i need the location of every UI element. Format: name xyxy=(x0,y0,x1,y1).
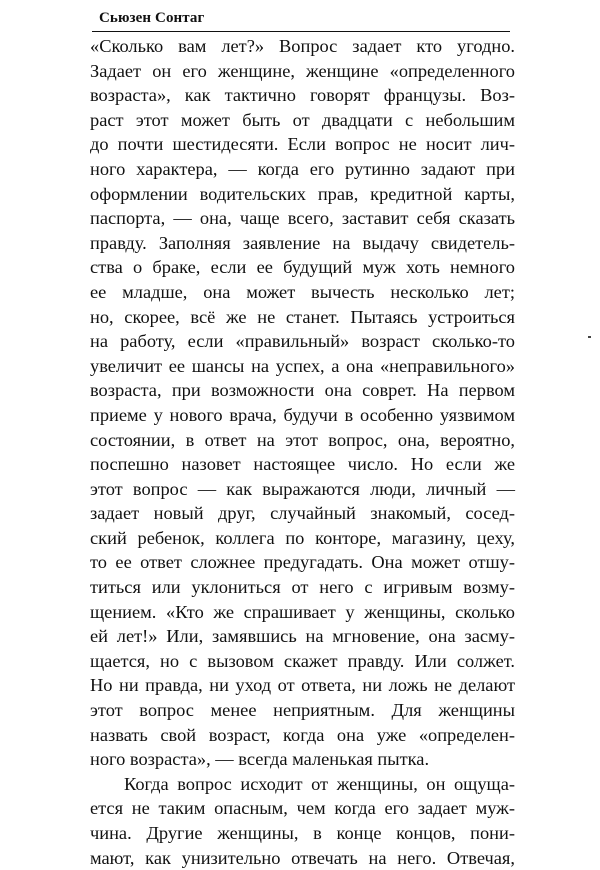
text-line: задает новый друг, случайный знакомый, сосед- xyxy=(90,503,515,524)
running-head: Сьюзен Сонтаг xyxy=(99,10,205,26)
text-line: ного характера, — когда его рутинно задают при xyxy=(90,158,515,179)
text-line: возраста», как тактично говорят французы. Воз- xyxy=(90,85,515,106)
text-line: ский ребенок, коллега по конторе, магазину, цеху, xyxy=(90,527,515,548)
text-line: ее младше, она может вычесть несколько лет; xyxy=(90,281,515,302)
text-line: правду. Заполняя заявление на выдачу свидетель- xyxy=(90,232,515,253)
text-line: но, скорее, всё же не станет. Пытаясь устроиться xyxy=(90,306,515,327)
text-line: оформлении водительских прав, кредитной карты, xyxy=(90,183,515,204)
text-line: титься или уклониться от него с игривым возму- xyxy=(90,577,515,598)
text-line: чина. Другие женщины, в конце концов, пони- xyxy=(90,823,515,843)
text-line: Задает он его женщине, женщине «определенного xyxy=(90,60,515,81)
header-rule xyxy=(92,31,510,32)
text-line: этот вопрос менее неприятным. Для женщины xyxy=(90,700,515,721)
paragraph-2 xyxy=(90,772,515,870)
text-line: приеме у нового врача, будучи в особенно уязвимом xyxy=(90,404,515,425)
text-line: состоянии, в ответ на этот вопрос, она, вероятно, xyxy=(90,429,515,450)
text-line: ства о браке, если ее будущий муж хоть немного xyxy=(90,257,515,278)
text-line: «Сколько вам лет?» Вопрос задает кто угодно. xyxy=(90,36,515,56)
text-line: ется не таким опасным, чем когда его задает муж- xyxy=(90,798,515,819)
text-line: Но ни правда, ни уход от ответа, ни ложь не делают xyxy=(90,675,515,696)
text-line: назвать свой возраст, когда она уже «определен- xyxy=(90,724,515,745)
scan-speck xyxy=(588,336,591,338)
text-line: этот вопрос — как выражаются люди, личный — xyxy=(90,478,515,499)
text-line: щается, но с вызовом скажет правду. Или солжет. xyxy=(90,650,515,671)
text-line: мают, как унизительно отвечать на него. Отвечая, xyxy=(90,847,515,868)
text-line: возраста, при возможности она соврет. На первом xyxy=(90,380,515,401)
text-line: увеличит ее шансы на успех, а она «неправильного» xyxy=(90,355,515,376)
text-line: Когда вопрос исходит от женщины, он ощуща- xyxy=(124,773,515,794)
text-line: то ее ответ сложнее предугадать. Она может отшу- xyxy=(90,552,515,573)
text-line: паспорта, — она, чаще всего, заставит себя сказать xyxy=(90,208,515,229)
text-line: поспешно назовет настоящее число. Но если же xyxy=(90,454,515,475)
text-line: раст этот может быть от двадцати с небольшим xyxy=(90,109,515,130)
body-text xyxy=(90,34,515,870)
text-line: щением. «Кто же спрашивает у женщины, сколько xyxy=(90,601,515,622)
text-line: на работу, если «правильный» возраст сколько-то xyxy=(90,331,515,352)
paragraph-1 xyxy=(90,34,515,772)
text-line: до почти шестидесяти. Если вопрос не носит лич- xyxy=(90,134,515,155)
text-line: ей лет!» Или, замявшись на мгновение, она засму- xyxy=(90,626,515,647)
text-line: ного возраста», — всегда маленькая пытка. xyxy=(90,749,430,770)
